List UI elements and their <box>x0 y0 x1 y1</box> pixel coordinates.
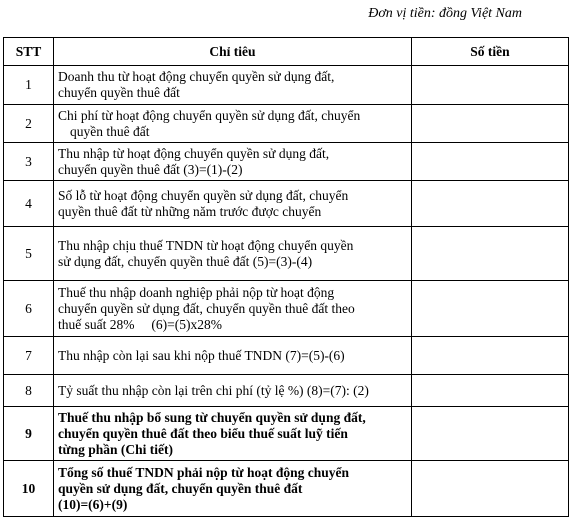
desc-line: Tỷ suất thu nhập còn lại trên chi phí (tỷ lệ %) (8)=(7): (2) <box>58 382 369 398</box>
table-row <box>4 461 569 517</box>
table-row <box>4 227 569 281</box>
row-description <box>54 407 412 461</box>
header-chi-tieu: Chỉ tiêu <box>54 38 412 66</box>
row-description <box>54 227 412 281</box>
row-amount-cell[interactable] <box>412 66 569 105</box>
table-row <box>4 181 569 227</box>
desc-line: (10)=(6)+(9) <box>58 496 128 512</box>
desc-line: quyền thuê đất <box>70 123 150 139</box>
row-description <box>54 281 412 337</box>
desc-line: Thuế thu nhập doanh nghiệp phải nộp từ hoạt động <box>58 284 335 300</box>
row-amount-cell[interactable] <box>412 143 569 181</box>
header-stt: STT <box>4 38 54 66</box>
row-amount-cell[interactable] <box>412 337 569 375</box>
table-row <box>4 375 569 407</box>
table-row <box>4 66 569 105</box>
row-stt: 5 <box>4 227 54 281</box>
row-stt: 6 <box>4 281 54 337</box>
desc-line: quyền thuê đất từ những năm trước được chuyển <box>58 203 322 219</box>
desc-line: quyền sử dụng đất, chuyển quyền thuê đất <box>58 480 303 496</box>
desc-line: chuyển quyền thuê đất theo biểu thuế suất luỹ tiến <box>58 425 348 441</box>
row-amount-cell[interactable] <box>412 227 569 281</box>
desc-line: từng phần (Chi tiết) <box>58 441 173 457</box>
row-amount-cell[interactable] <box>412 407 569 461</box>
desc-line: chuyển quyền thuê đất (3)=(1)-(2) <box>58 161 243 177</box>
table-row <box>4 281 569 337</box>
row-amount-cell[interactable] <box>412 181 569 227</box>
desc-line: chuyển quyền sử dụng đất, chuyển quyền thuê đất theo <box>58 300 355 316</box>
row-description <box>54 375 412 407</box>
row-description <box>54 105 412 143</box>
row-stt: 2 <box>4 105 54 143</box>
table-header-row <box>4 38 569 66</box>
row-stt: 10 <box>4 461 54 517</box>
row-stt: 3 <box>4 143 54 181</box>
desc-line: thuế suất 28% (6)=(5)x28% <box>58 316 222 332</box>
currency-unit-note: Đơn vị tiền: đồng Việt Nam <box>368 6 522 21</box>
land-transfer-tax-table <box>3 37 569 517</box>
table-row <box>4 337 569 375</box>
row-stt: 4 <box>4 181 54 227</box>
row-stt: 1 <box>4 66 54 105</box>
row-description <box>54 143 412 181</box>
row-description <box>54 181 412 227</box>
desc-line: Thu nhập từ hoạt động chuyển quyền sử dụng đất, <box>58 145 330 161</box>
header-so-tien: Số tiền <box>412 38 569 66</box>
desc-line: chuyển quyền thuê đất <box>58 85 180 100</box>
row-stt: 8 <box>4 375 54 407</box>
row-amount-cell[interactable] <box>412 281 569 337</box>
desc-line: Doanh thu từ hoạt động chuyển quyền sử dụng đất, <box>58 69 335 84</box>
row-stt: 9 <box>4 407 54 461</box>
desc-line: Thu nhập còn lại sau khi nộp thuế TNDN (7)=(5)-(6) <box>58 347 345 363</box>
desc-line: Số lỗ từ hoạt động chuyển quyền sử dụng đất, chuyển <box>58 187 349 203</box>
desc-line: sử dụng đất, chuyển quyền thuê đất (5)=(3)-(4) <box>58 253 313 269</box>
desc-line: Thu nhập chịu thuế TNDN từ hoạt động chuyển quyền <box>58 237 354 253</box>
table-row <box>4 407 569 461</box>
table-row <box>4 143 569 181</box>
row-stt: 7 <box>4 337 54 375</box>
table-row <box>4 105 569 143</box>
desc-line: Tổng số thuế TNDN phải nộp từ hoạt động chuyển <box>58 464 350 480</box>
row-description <box>54 66 412 105</box>
row-description <box>54 461 412 517</box>
row-amount-cell[interactable] <box>412 375 569 407</box>
desc-line: Chi phí từ hoạt động chuyển quyền sử dụng đất, chuyển <box>58 107 361 123</box>
row-amount-cell[interactable] <box>412 461 569 517</box>
row-description <box>54 337 412 375</box>
desc-line: Thuế thu nhập bổ sung từ chuyển quyền sử dụng đất, <box>58 409 366 425</box>
row-amount-cell[interactable] <box>412 105 569 143</box>
